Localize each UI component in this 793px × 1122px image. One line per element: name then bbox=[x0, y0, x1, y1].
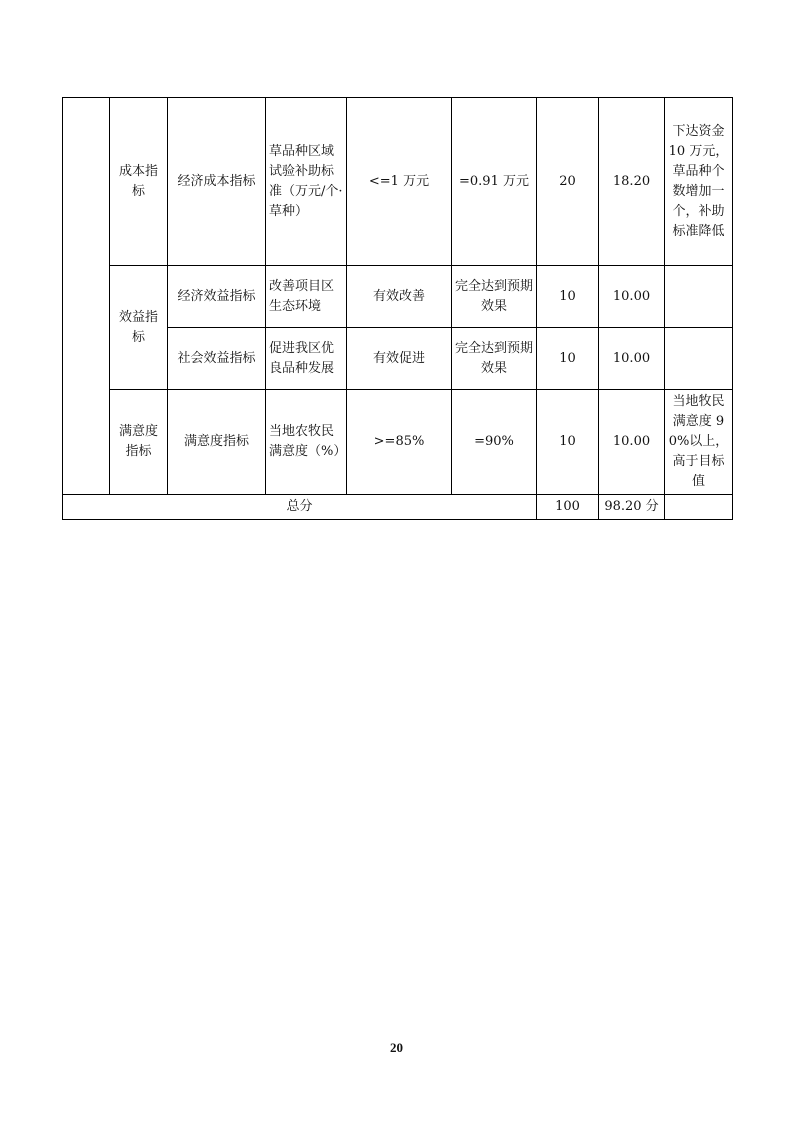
actual-value: 完全达到预期效果 bbox=[452, 266, 537, 328]
first-level-cell bbox=[63, 98, 110, 495]
score-value: 10.00 bbox=[599, 390, 665, 495]
target-value: <=1 万元 bbox=[347, 98, 452, 266]
note-cell: 当地牧民满意度 90%以上，高于目标值 bbox=[665, 390, 733, 495]
second-level-indicator: 效益指标 bbox=[110, 266, 168, 390]
weight-value: 10 bbox=[537, 390, 599, 495]
indicator-content: 促进我区优良品种发展 bbox=[266, 328, 347, 390]
target-value: 有效改善 bbox=[347, 266, 452, 328]
third-level-indicator: 经济成本指标 bbox=[168, 98, 266, 266]
target-value: >=85% bbox=[347, 390, 452, 495]
actual-value: =0.91 万元 bbox=[452, 98, 537, 266]
weight-value: 10 bbox=[537, 328, 599, 390]
score-value: 10.00 bbox=[599, 266, 665, 328]
score-value: 10.00 bbox=[599, 328, 665, 390]
weight-value: 20 bbox=[537, 98, 599, 266]
target-value: 有效促进 bbox=[347, 328, 452, 390]
table-row bbox=[63, 390, 733, 495]
total-label: 总分 bbox=[63, 495, 537, 520]
second-level-indicator: 满意度指标 bbox=[110, 390, 168, 495]
indicator-content: 草品种区域试验补助标准（万元/个·草种） bbox=[266, 98, 347, 266]
third-level-indicator: 经济效益指标 bbox=[168, 266, 266, 328]
note-cell: 下达资金 10 万元，草品种个数增加一个，补助标准降低 bbox=[665, 98, 733, 266]
actual-value: 完全达到预期效果 bbox=[452, 328, 537, 390]
second-level-indicator: 成本指标 bbox=[110, 98, 168, 266]
third-level-indicator: 满意度指标 bbox=[168, 390, 266, 495]
total-note bbox=[665, 495, 733, 520]
third-level-indicator: 社会效益指标 bbox=[168, 328, 266, 390]
note-cell bbox=[665, 328, 733, 390]
score-value: 18.20 bbox=[599, 98, 665, 266]
page-number: 20 bbox=[390, 1040, 403, 1055]
actual-value: =90% bbox=[452, 390, 537, 495]
total-weight: 100 bbox=[537, 495, 599, 520]
note-cell bbox=[665, 266, 733, 328]
indicator-content: 改善项目区生态环境 bbox=[266, 266, 347, 328]
total-row bbox=[63, 495, 733, 520]
weight-value: 10 bbox=[537, 266, 599, 328]
total-score: 98.20 分 bbox=[599, 495, 665, 520]
table-row bbox=[63, 266, 733, 328]
indicator-content: 当地农牧民满意度（%） bbox=[266, 390, 347, 495]
performance-table bbox=[62, 97, 733, 520]
table-row bbox=[63, 98, 733, 266]
